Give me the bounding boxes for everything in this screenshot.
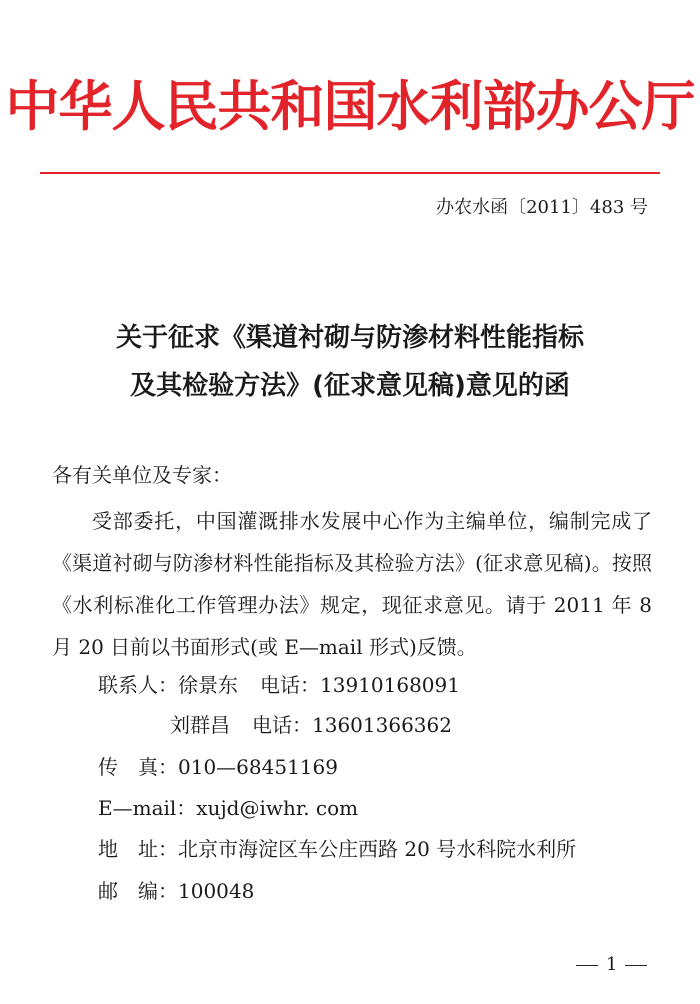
document-title-line-2: 及其检验方法》(征求意见稿)意见的函 [130, 371, 570, 401]
contact-line-2 [170, 710, 452, 740]
contact-line-1 [98, 670, 460, 700]
page-number: 1 [606, 954, 618, 975]
contact-person-2-phone: 电话：13601366362 [252, 713, 452, 737]
salutation: 各有关单位及专家： [52, 463, 232, 487]
contact-person-2-name: 刘群昌 [170, 713, 230, 737]
fax-line: 传 真：010—68451169 [98, 755, 338, 779]
address-line: 地 址：北京市海淀区车公庄西路 20 号水科院水利所 [98, 837, 577, 861]
document-number: 办农水函〔2011〕483 号 [436, 197, 648, 218]
body-paragraph: 受部委托，中国灌溉排水发展中心作为主编单位，编制完成了《渠道衬砌与防渗材料性能指标及其检验方法》(征求意见稿)。按照《水利标准化工作管理办法》规定，现征求意见。请于 2011 年 8 月 20 日前以书面形式(或 E—mail 形式)反馈。 [52, 509, 652, 659]
postal-code-line: 邮 编：100048 [98, 879, 255, 903]
document-title-line-1: 关于征求《渠道衬砌与防渗材料性能指标 [115, 323, 584, 353]
contact-label: 联系人： [98, 673, 178, 697]
contact-person-1-phone: 电话：13910168091 [260, 673, 460, 697]
letterhead-red-rule [40, 172, 660, 174]
letterhead-title: 中华人民共和国水利部办公厅 [5, 75, 695, 138]
email-line: E—mail：xujd@iwhr. com [98, 796, 359, 820]
contact-person-1-name: 徐景东 [178, 673, 238, 697]
